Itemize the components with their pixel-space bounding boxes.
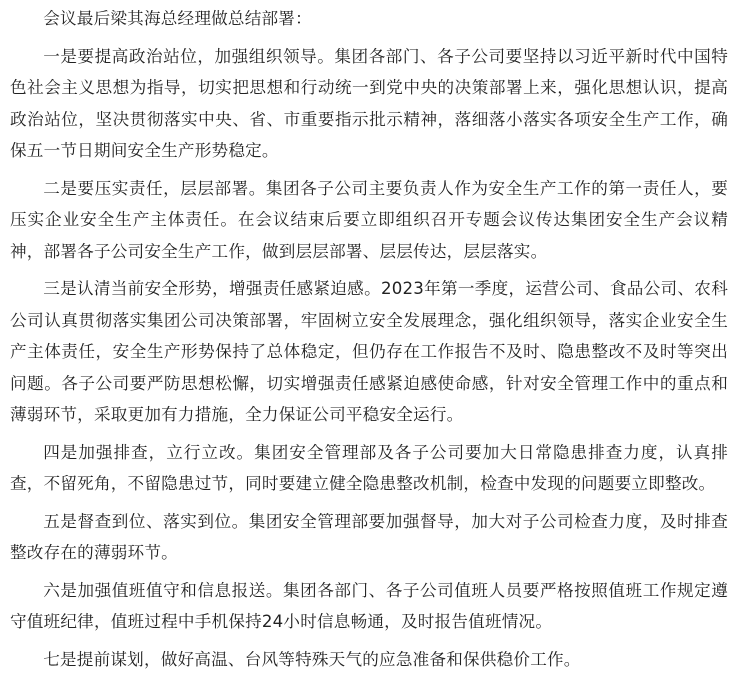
paragraph-4: 四是加强排查，立行立改。集团安全管理部及各子公司要加大日常隐患排查力度，认真排查，不留死角，不留隐患过节，同时要建立健全隐患整改机制，检查中发现的问题要立即整改。 [10,442,728,493]
paragraph-7: 七是提前谋划，做好高温、台风等特殊天气的应急准备和保供稳价工作。 [43,649,581,669]
article-body [10,0,728,675]
paragraph-3: 三是认清当前安全形势，增强责任感紧迫感。2023年第一季度，运营公司、食品公司、农科公司认真贯彻落实集团公司决策部署，牢固树立安全发展理念，强化组织领导，落实企业安全生产主体责任，安全生产形势保持了总体稳定，但仍存在工作报告不及时、隐患整改不及时等突出问题。各子公司要严防思想松懈，切实增强责任感紧迫感使命感，针对安全管理工作中的重点和薄弱环节，采取更加有力措施，全力保证公司平稳安全运行。 [10,279,728,424]
paragraph-6: 六是加强值班值守和信息报送。集团各部门、各子公司值班人员要严格按照值班工作规定遵守值班纪律，值班过程中手机保持24小时信息畅通，及时报告值班情况。 [10,580,728,631]
paragraph-5: 五是督查到位、落实到位。集团安全管理部要加强督导，加大对子公司检查力度，及时排查整改存在的薄弱环节。 [10,511,728,562]
intro-paragraph: 会议最后梁其海总经理做总结部署： [43,9,312,28]
paragraph-1: 一是要提高政治站位，加强组织领导。集团各部门、各子公司要坚持以习近平新时代中国特色社会主义思想为指导，切实把思想和行动统一到党中央的决策部署上来，强化思想认识，提高政治站位，坚决贯彻落实中央、省、市重要指示批示精神，落细落小落实各项安全生产工作，确保五一节日期间安全生产形势稳定。 [10,46,728,160]
paragraph-2: 二是要压实责任，层层部署。集团各子公司主要负责人作为安全生产工作的第一责任人，要压实企业安全生产主体责任。在会议结束后要立即组织召开专题会议传达集团安全生产会议精神，部署各子公司安全生产工作，做到层层部署、层层传达，层层落实。 [10,178,728,261]
